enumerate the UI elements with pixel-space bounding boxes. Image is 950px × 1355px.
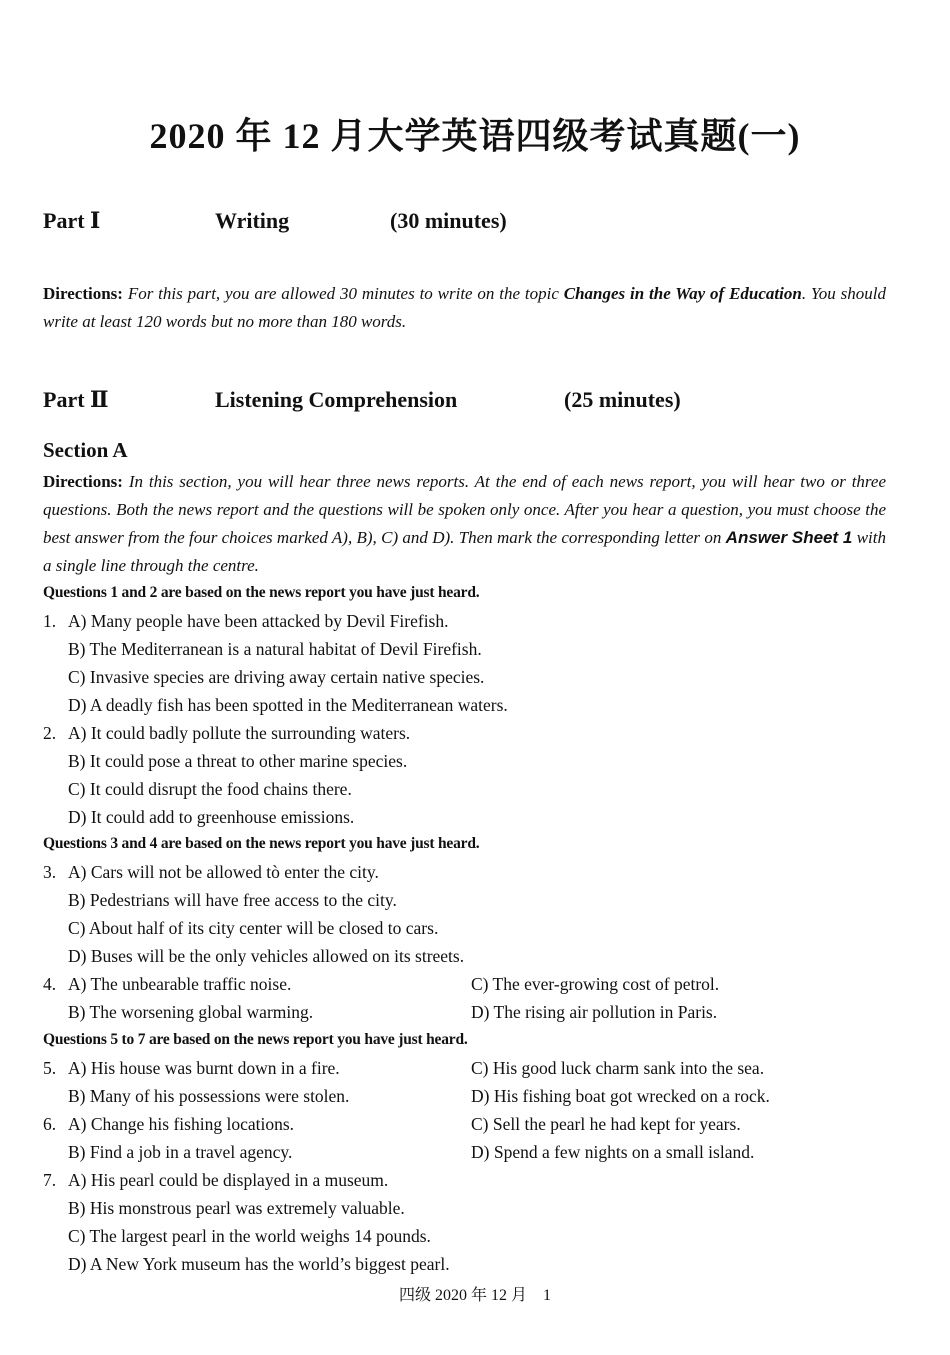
option-b: B) The worsening global warming. xyxy=(68,1002,314,1022)
option-a: A) It could badly pollute the surrounding waters. xyxy=(68,723,411,743)
option-a: A) The unbearable traffic noise. xyxy=(68,974,292,994)
question-group-header: Questions 5 to 7 are based on the news report you have just heard. xyxy=(43,1031,468,1048)
part-2-name: Listening Comprehension xyxy=(215,387,458,412)
option-d: D) Spend a few nights on a small island. xyxy=(471,1142,755,1162)
option-b: B) His monstrous pearl was extremely valuable. xyxy=(68,1198,405,1218)
option-c: C) His good luck charm sank into the sea. xyxy=(471,1058,765,1078)
answer-sheet-label: Answer Sheet 1 xyxy=(725,528,853,547)
option-b: B) Find a job in a travel agency. xyxy=(68,1142,293,1162)
option-d: D) Buses will be the only vehicles allowed on its streets. xyxy=(68,946,465,966)
question-number: 6. xyxy=(43,1114,57,1134)
part-1-label: Part Ⅰ xyxy=(43,208,101,233)
option-a: A) His pearl could be displayed in a museum. xyxy=(68,1170,389,1190)
question-number: 2. xyxy=(43,723,57,743)
option-d: D) It could add to greenhouse emissions. xyxy=(68,807,355,827)
option-c: C) About half of its city center will be closed to cars. xyxy=(68,918,439,938)
writing-directions xyxy=(43,280,886,336)
page-footer xyxy=(0,1282,950,1305)
option-b: B) Pedestrians will have free access to the city. xyxy=(68,890,397,910)
question-number: 1. xyxy=(43,611,57,631)
option-c: C) The ever-growing cost of petrol. xyxy=(471,974,720,994)
section-a-directions xyxy=(43,468,886,580)
writing-topic: Changes in the Way of Education xyxy=(563,284,802,303)
option-a: A) His house was burnt down in a fire. xyxy=(68,1058,340,1078)
option-b: B) It could pose a threat to other marine species. xyxy=(68,751,408,771)
page-title: 2020 年 12 月大学英语四级考试真题(一) xyxy=(149,116,801,156)
option-c: C) Invasive species are driving away certain native species. xyxy=(68,667,485,687)
question-number: 5. xyxy=(43,1058,57,1078)
question-number: 4. xyxy=(43,974,57,994)
directions-label: Directions: xyxy=(43,284,123,303)
question-group-header: Questions 1 and 2 are based on the news report you have just heard. xyxy=(43,584,480,601)
option-a: A) Change his fishing locations. xyxy=(68,1114,295,1134)
part-1-name: Writing xyxy=(215,208,290,233)
directions-label: Directions: xyxy=(43,472,123,491)
option-a: A) Many people have been attacked by Devil Firefish. xyxy=(68,611,449,631)
option-d: D) A deadly fish has been spotted in the Mediterranean waters. xyxy=(68,695,508,715)
page-number: 1 xyxy=(543,1287,551,1304)
option-b: B) The Mediterranean is a natural habitat of Devil Firefish. xyxy=(68,639,482,659)
question-group-header: Questions 3 and 4 are based on the news report you have just heard. xyxy=(43,835,480,852)
option-c: C) Sell the pearl he had kept for years. xyxy=(471,1114,741,1134)
option-b: B) Many of his possessions were stolen. xyxy=(68,1086,350,1106)
part-2-time: (25 minutes) xyxy=(564,387,681,412)
question-number: 3. xyxy=(43,862,57,882)
option-c: C) It could disrupt the food chains there. xyxy=(68,779,352,799)
directions-text: For this part, you are allowed 30 minutes to write on the topic xyxy=(127,284,564,303)
directions-text: In this section, you will hear three news reports. At the end of each news report, you will hear two or three questions. Both the news report and the questions will be spoken only once. After you hear a question, you must choose the best answer from the four choices marked A), B), C) and D). Then mark the corresponding letter on xyxy=(43,472,887,547)
question-number: 7. xyxy=(43,1170,57,1190)
option-d: D) A New York museum has the world’s biggest pearl. xyxy=(68,1254,450,1274)
option-d: D) His fishing boat got wrecked on a rock. xyxy=(471,1086,770,1106)
directions-text: with a single line through the centre. xyxy=(43,528,886,575)
section-a-title: Section A xyxy=(43,438,128,462)
part-2-label: Part Ⅱ xyxy=(43,387,109,412)
part-1-time: (30 minutes) xyxy=(390,208,507,233)
directions-text: . You should write at least 120 words but no more than 180 words. xyxy=(43,284,886,331)
option-d: D) The rising air pollution in Paris. xyxy=(471,1002,718,1022)
option-a: A) Cars will not be allowed tò enter the city. xyxy=(68,862,379,882)
footer-text: 四级 2020 年 12 月 xyxy=(398,1287,527,1304)
option-c: C) The largest pearl in the world weighs 14 pounds. xyxy=(68,1226,431,1246)
